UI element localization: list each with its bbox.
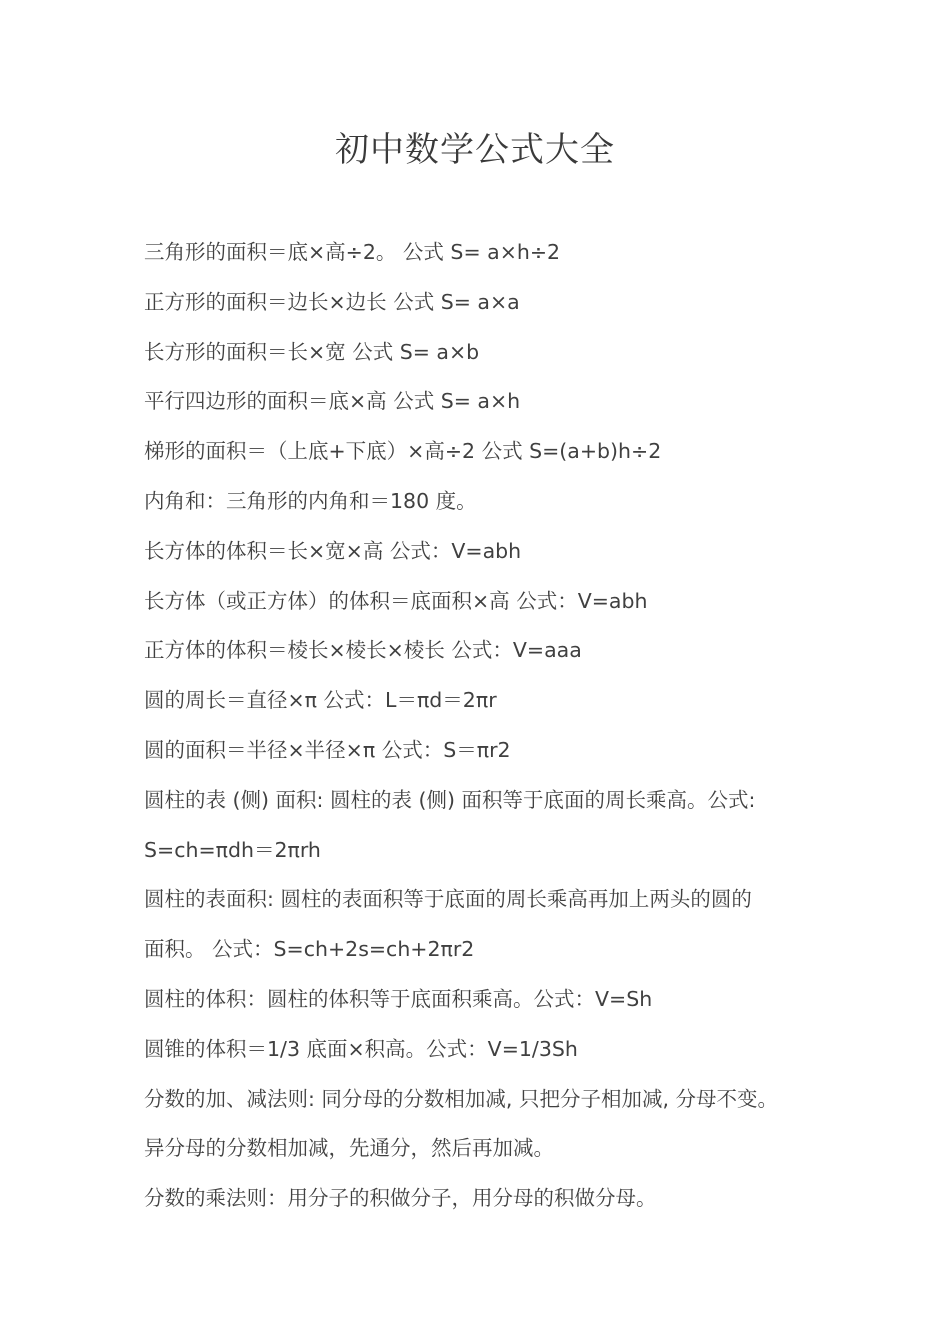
page-title: 初中数学公式大全	[335, 130, 615, 170]
formula-line: 三角形的面积＝底×高÷2。 公式 S= a×h÷2	[144, 240, 561, 264]
formula-line: 正方体的体积＝棱长×棱长×棱长 公式：V=aaa	[144, 638, 582, 663]
formula-line: 长方形的面积＝长×宽 公式 S= a×b	[144, 339, 480, 364]
formula-line: 圆的周长＝直径×π 公式：L＝πd＝2πr	[144, 688, 497, 713]
formula-line: 圆柱的表 (侧) 面积: 圆柱的表 (侧) 面积等于底面的周长乘高。公式:	[144, 787, 756, 812]
formula-line: 圆柱的表面积: 圆柱的表面积等于底面的周长乘高再加上两头的圆的	[144, 887, 752, 912]
formula-line: 长方体（或正方体）的体积＝底面积×高 公式：V=abh	[144, 588, 648, 613]
formula-line: 梯形的面积＝（上底+下底）×高÷2 公式 S=(a+b)h÷2	[144, 439, 662, 464]
formula-line: 分数的乘法则：用分子的积做分子，用分母的积做分母。	[144, 1186, 657, 1211]
formula-list	[144, 228, 844, 1224]
formula-line: 长方体的体积＝长×宽×高 公式：V=abh	[144, 538, 522, 563]
formula-line: 分数的加、减法则: 同分母的分数相加减, 只把分子相加减, 分母不变。	[144, 1086, 778, 1111]
formula-line: 面积。 公式：S=ch+2s=ch+2πr2	[144, 937, 475, 962]
formula-line: S=ch=πdh＝2πrh	[144, 837, 321, 862]
formula-line: 内角和：三角形的内角和＝180 度。	[144, 488, 477, 513]
formula-line: 圆的面积＝半径×半径×π 公式：S＝πr2	[144, 737, 511, 762]
formula-line: 圆柱的体积：圆柱的体积等于底面积乘高。公式：V=Sh	[144, 986, 653, 1011]
formula-line: 圆锥的体积＝1/3 底面×积高。公式：V=1/3Sh	[144, 1036, 578, 1061]
formula-line: 平行四边形的面积＝底×高 公式 S= a×h	[144, 389, 521, 414]
formula-line: 正方形的面积＝边长×边长 公式 S= a×a	[144, 289, 520, 314]
formula-line: 异分母的分数相加减，先通分，然后再加减。	[144, 1136, 554, 1161]
